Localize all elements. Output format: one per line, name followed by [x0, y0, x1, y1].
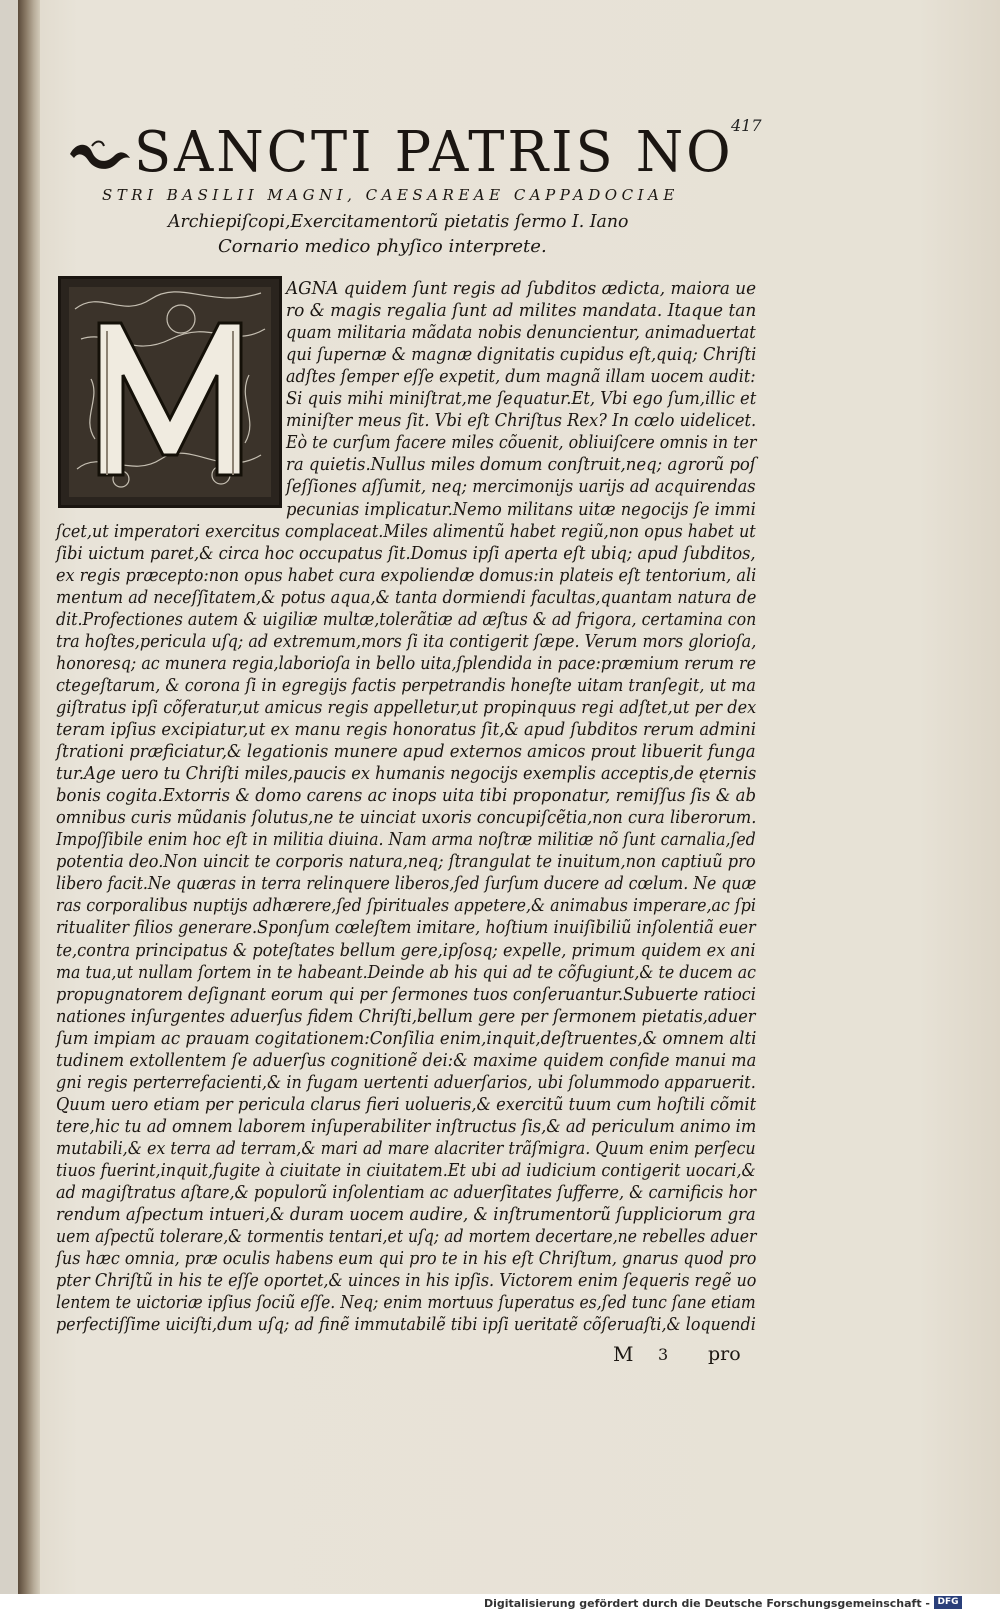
- text-line: lentem te uictoriæ ipſius ſociũ eſſe. Neq; enim mortuus ſuperatus es,ſed tunc ſane etiam: [56, 1293, 756, 1314]
- text-line: Si quis mihi miniſtrat,me ſequatur.Et, Vbi ego ſum,illic et: [286, 389, 757, 410]
- text-line: adſtes ſemper eſſe expetit, dum magnã illam uocem audit:: [286, 367, 756, 388]
- heading-line-2: Cornario medico phyſico interprete.: [218, 236, 547, 257]
- text-line: bonis cogita.Extorris & domo carens ac inops uita tibi proponatur, remiſſus ſis & ab: [56, 786, 757, 807]
- text-line: ras corporalibus nuptijs adhærere,ſed ſpirituales appetere,& animabus imperare,ac ſpi: [56, 896, 756, 917]
- text-line: ſibi uictum paret,& circa hoc occupatus ſit.Domus ipſi aperta eſt ubiq; apud ſubditos,: [56, 543, 756, 564]
- text-line: ctegeſtarum, & corona ſi in egregijs factis perpetrandis honeſte uitam tranſegit, ut ma: [56, 675, 756, 696]
- text-line: ro & magis regalia ſunt ad milites mandata. Itaque tan: [286, 301, 757, 322]
- fleuron-ornament-icon: [66, 134, 134, 174]
- text-line: uem aſpectũ tolerare,& tormentis tentari,et uſq; ad mortem decertare,ne rebelles aduer: [56, 1227, 757, 1248]
- text-line: mentum ad neceſſitatem,& potus aqua,& tanta dormiendi facultas,quantam natura de: [56, 587, 757, 608]
- text-line: gni regis perterrefacienti,& in fugam uertenti aduerſarios, ubi ſolummodo apparuerit.: [56, 1072, 756, 1093]
- text-line: quam militaria mãdata nobis denuncientur, animaduertat: [286, 323, 756, 344]
- text-line: ſcet,ut imperatori exercitus complaceat.Miles alimentũ habet regiũ,non opus habet ut: [56, 521, 756, 542]
- catchword: pro: [708, 1343, 741, 1366]
- text-line: ad magiſtratus aſtare,& populorũ inſolentiam ac aduerſitates ſufferre, & carnificis hor: [56, 1183, 756, 1204]
- dropcap-illustration-icon: [61, 279, 279, 505]
- text-line: Impoſſibile enim hoc eſt in militia diuina. Nam arma noſtræ militiæ nõ ſunt carnalia,ſed: [56, 830, 756, 851]
- text-line: tur.Age uero tu Chriſti miles,paucis ex humanis negocijs exemplis acceptis,de ęternis: [56, 764, 757, 785]
- text-line: ex regis præcepto:non opus habet cura expoliendæ domus:in plateis eſt tentorium, ali: [56, 565, 757, 586]
- text-line: potentia deo.Non uincit te corporis natura,neq; ſtrangulat te inuitum,non captiuũ pro: [56, 852, 756, 873]
- text-line: tiuos fuerint,inquit,fugite à ciuitate in ciuitatem.Et ubi ad iudicium contigerit uocari,&: [56, 1161, 756, 1181]
- text-line: qui ſupernæ & magnæ dignitatis cupidus eſt,quiq; Chriſti: [286, 345, 757, 366]
- text-line: Eò te curſum facere miles cõuenit, obliuiſcere omnis in ter: [286, 433, 757, 454]
- book-page: [18, 0, 1000, 1594]
- signature-mark: M: [613, 1342, 634, 1367]
- text-line: giſtratus ipſi cõferatur,ut amicus regis appelletur,ut propinquus regi adſtet,ut per dex: [56, 697, 757, 718]
- title-main: SANCTI PATRIS NO: [134, 120, 734, 185]
- text-line: pecunias implicatur.Nemo militans uitæ negocijs ſe immi: [286, 499, 756, 520]
- text-line: miniſter meus ſit. Vbi eſt Chriſtus Rex? In cœlo uidelicet.: [286, 411, 757, 432]
- dfg-logo-icon: DFG: [934, 1596, 962, 1609]
- text-line: ma tua,ut nullam ſortem in te habeant.Deinde ab his qui ad te cõfugiunt,& te ducem ac: [56, 962, 757, 983]
- text-line: Quum uero etiam per pericula clarus fieri uolueris,& exercitũ tuum cum hoſtili cõmit: [56, 1094, 757, 1115]
- page-gutter: [18, 0, 40, 1594]
- text-line: AGNA quidem ſunt regis ad ſubditos ædicta, maiora ue: [286, 279, 757, 299]
- text-line: ritualiter filios generare.Sponſum cœleſtem imitare, hoſtium inuiſibiliũ inſolentiã euer: [56, 918, 756, 939]
- text-line: libero facit.Ne quæras in terra relinquere liberos,ſed ſurſum ducere ad cœlum. Ne quæ: [56, 874, 757, 895]
- text-line: propugnatorem deſignant eorum qui per ſermones tuos conſeruantur.Subuerte ratioci: [56, 984, 756, 1005]
- text-line: tra hoſtes,pericula uſq; ad extremum,mors ſi ita contigerit ſæpe. Verum mors glorioſa,: [56, 631, 757, 652]
- heading-line-1: Archiepiſcopi,Exercitamentorũ pietatis ſermo I. Iano: [168, 211, 629, 232]
- footer-credit: Digitalisierung gefördert durch die Deutsche Forschungsgemeinschaft -: [483, 1597, 930, 1610]
- text-line: ra quietis.Nullus miles domum conſtruit,neq; agrorũ poſ: [286, 455, 756, 476]
- text-line: honoresq; ac munera regia,laborioſa in bello uita,ſplendida in pace:præmium rerum re: [56, 653, 757, 674]
- signature-number: 3: [658, 1345, 669, 1365]
- text-line: perfectiſſime uiciſti,dum uſq; ad finẽ immutabilẽ tibi ipſi ueritatẽ cõſeruaſti,& loquendi: [56, 1315, 756, 1336]
- text-line: dit.Profectiones autem & uigiliæ multæ,tolerãtiæ ad æſtus & ad frigora, certamina con: [56, 609, 757, 630]
- text-line: ſtrationi præficiatur,& legationis munere apud externos amicos prout libuerit funga: [56, 742, 756, 763]
- text-line: teram ipſius excipiatur,ut ex manu regis honoratus ſit,& apud ſubditos rerum admini: [56, 720, 756, 740]
- title-subtitle: STRI BASILII MAGNI, CAESAREAE CAPPADOCIAE: [102, 186, 679, 204]
- text-line: pter Chriſtũ in his te eſſe oportet,& uinces in his ipſis. Victorem enim ſequeris regẽ uo: [56, 1271, 757, 1292]
- text-line: te,contra principatus & poteſtates bellum gere,ipſosq; expelle, primum quidem ex ani: [56, 940, 756, 961]
- text-line: tudinem extollentem ſe aduerſus cognitionẽ dei:& maxime quidem confide manui ma: [56, 1050, 757, 1071]
- text-line: ſus hæc omnia, præ oculis habens eum qui pro te in his eſt Chriſtum, gnarus quod pro: [56, 1249, 757, 1270]
- text-line: ſum impiam ac prauam cogitationem:Conſilia enim,inquit,deſtruentes,& omnem alti: [56, 1028, 757, 1049]
- text-line: tere,hic tu ad omnem laborem inſuperabiliter inſtructus ſis,& ad periculum animo im: [56, 1116, 757, 1137]
- text-line: omnibus curis mũdanis ſolutus,ne te uinciat uxoris concupiſcẽtia,non cura liberorum.: [56, 808, 757, 829]
- text-line: nationes inſurgentes aduerſus fidem Chriſti,bellum gere per ſermonem pietatis,aduer: [56, 1006, 756, 1027]
- text-line: mutabili,& ex terra ad terram,& mari ad mare alacriter trãſmigra. Quum enim perſecu: [56, 1138, 756, 1159]
- dropcap-woodcut: [58, 276, 282, 508]
- text-line: ſeſſiones aſſumit, neq; mercimonijs uarijs ad acquirendas: [286, 477, 756, 498]
- folio-number: 417: [731, 116, 762, 135]
- text-line: rendum aſpectum intueri,& duram uocem audire, & inſtrumentorũ ſuppliciorum gra: [56, 1205, 756, 1226]
